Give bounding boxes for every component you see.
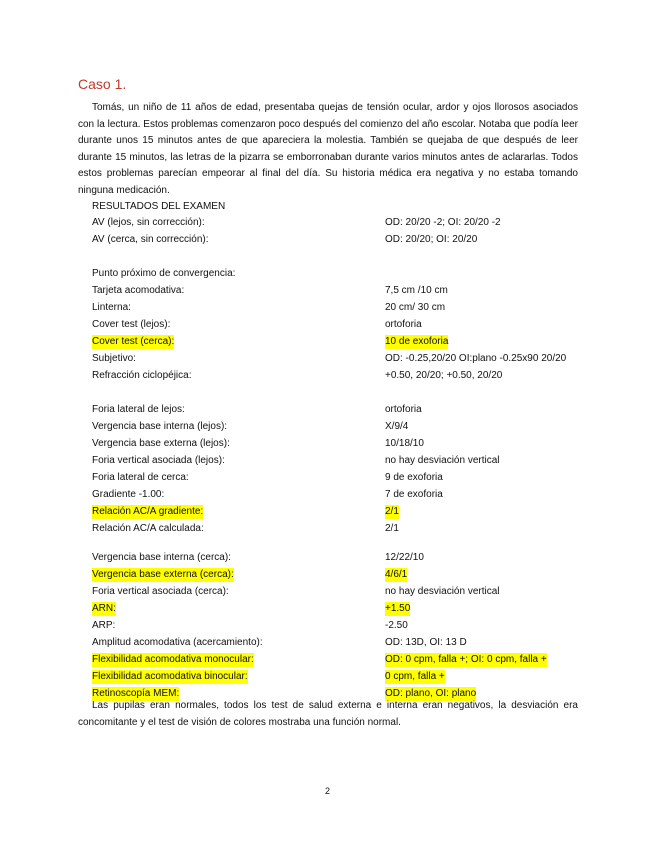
result-row xyxy=(0,216,655,230)
result-value: 7,5 cm /10 cm xyxy=(385,285,448,296)
result-row xyxy=(0,267,655,281)
result-label: Vergencia base externa (lejos): xyxy=(92,438,230,449)
result-label: Cover test (lejos): xyxy=(92,319,171,330)
result-value: X/9/4 xyxy=(385,421,409,432)
result-label: Foria vertical asociada (lejos): xyxy=(92,455,225,466)
result-label: Amplitud acomodativa (acercamiento): xyxy=(92,637,263,648)
result-row xyxy=(0,619,655,633)
result-value: 20 cm/ 30 cm xyxy=(385,302,446,313)
result-value: 12/22/10 xyxy=(385,552,424,563)
page-number: 2 xyxy=(324,786,330,796)
result-row xyxy=(0,471,655,485)
result-value: OD: -0.25,20/20 OI:plano -0.25x90 20/20 xyxy=(385,353,567,364)
result-row xyxy=(0,284,655,298)
result-row xyxy=(0,335,655,349)
results-header: RESULTADOS DEL EXAMEN xyxy=(92,201,226,212)
result-label: Vergencia base externa (cerca): xyxy=(92,569,234,580)
result-label: Vergencia base interna (cerca): xyxy=(92,552,231,563)
result-row xyxy=(0,403,655,417)
result-label: ARP: xyxy=(92,620,116,631)
result-label: Subjetivo: xyxy=(92,353,136,364)
result-row xyxy=(0,233,655,247)
result-row xyxy=(0,488,655,502)
result-row xyxy=(0,505,655,519)
result-value: ortoforia xyxy=(385,404,422,415)
result-label: Punto próximo de convergencia: xyxy=(92,268,236,279)
result-value: 10 de exoforia xyxy=(385,336,449,347)
result-row xyxy=(0,585,655,599)
result-row xyxy=(0,369,655,383)
result-value: 10/18/10 xyxy=(385,438,424,449)
result-label: Gradiente -1.00: xyxy=(92,489,165,500)
result-label: Linterna: xyxy=(92,302,131,313)
result-label: AV (cerca, sin corrección): xyxy=(92,234,209,245)
result-value: +1.50 xyxy=(385,603,411,614)
result-value: 4/6/1 xyxy=(385,569,408,580)
case-intro-paragraph: Tomás, un niño de 11 años de edad, presentaba quejas de tensión ocular, ardor y ojos llorosos asociados con la lectura. Estos problemas comenzaron poco después del comienzo del año escolar. Notaba que podía leer durante unos 15 minutos antes de que apareciera la molestia. También se quejaba de que después de leer durante 15 minutos, las letras de la pizarra se emborronaban durante varios minutos antes de aclararlas. Todos estos problemas parecían empeorar al final del día. Su historia médica era negativa y no estaba tomando ninguna medicación. xyxy=(78,102,578,196)
result-value: -2.50 xyxy=(385,620,408,631)
result-row xyxy=(0,568,655,582)
result-value: no hay desviación vertical xyxy=(385,586,500,597)
result-label: ARN: xyxy=(92,603,116,614)
result-value: 2/1 xyxy=(385,523,399,534)
result-value: OD: 20/20; OI: 20/20 xyxy=(385,234,478,245)
result-value: +0.50, 20/20; +0.50, 20/20 xyxy=(385,370,503,381)
result-value: OD: 13D, OI: 13 D xyxy=(385,637,467,648)
result-label: Foria lateral de lejos: xyxy=(92,404,185,415)
result-label: Cover test (cerca): xyxy=(92,336,175,347)
result-label: Foria vertical asociada (cerca): xyxy=(92,586,229,597)
result-value: 7 de exoforia xyxy=(385,489,443,500)
result-row xyxy=(0,551,655,565)
result-value: 2/1 xyxy=(385,506,399,517)
result-label: Refracción ciclopéjica: xyxy=(92,370,192,381)
result-label: Relación AC/A calculada: xyxy=(92,523,204,534)
result-value: 0 cpm, falla + xyxy=(385,671,445,682)
result-row xyxy=(0,653,655,667)
result-value: ortoforia xyxy=(385,319,422,330)
result-row xyxy=(0,454,655,468)
result-value: OD: plano, OI: plano xyxy=(385,688,477,699)
result-label: Vergencia base interna (lejos): xyxy=(92,421,228,432)
result-label: Retinoscopía MEM: xyxy=(92,688,180,699)
result-row xyxy=(0,318,655,332)
result-row xyxy=(0,670,655,684)
result-value: 9 de exoforia xyxy=(385,472,443,483)
result-label: Foria lateral de cerca: xyxy=(92,472,189,483)
result-row xyxy=(0,420,655,434)
result-row xyxy=(0,301,655,315)
result-label: Tarjeta acomodativa: xyxy=(92,285,185,296)
result-value: OD: 20/20 -2; OI: 20/20 -2 xyxy=(385,217,501,228)
result-row xyxy=(0,437,655,451)
result-row xyxy=(0,352,655,366)
result-label: Flexibilidad acomodativa binocular: xyxy=(92,671,248,682)
result-row xyxy=(0,522,655,536)
result-label: Relación AC/A gradiente: xyxy=(92,506,204,517)
case-title: Caso 1. xyxy=(78,76,127,92)
result-row xyxy=(0,636,655,650)
result-label: AV (lejos, sin corrección): xyxy=(92,217,205,228)
result-row xyxy=(0,602,655,616)
result-value: no hay desviación vertical xyxy=(385,455,500,466)
result-value: OD: 0 cpm, falla +; OI: 0 cpm, falla + xyxy=(385,654,547,665)
closing-paragraph: Las pupilas eran normales, todos los test de salud externa e interna eran negativos, la desviación era concomitante y el test de visión de colores mostraba una función normal. xyxy=(78,700,578,728)
result-label: Flexibilidad acomodativa monocular: xyxy=(92,654,254,665)
